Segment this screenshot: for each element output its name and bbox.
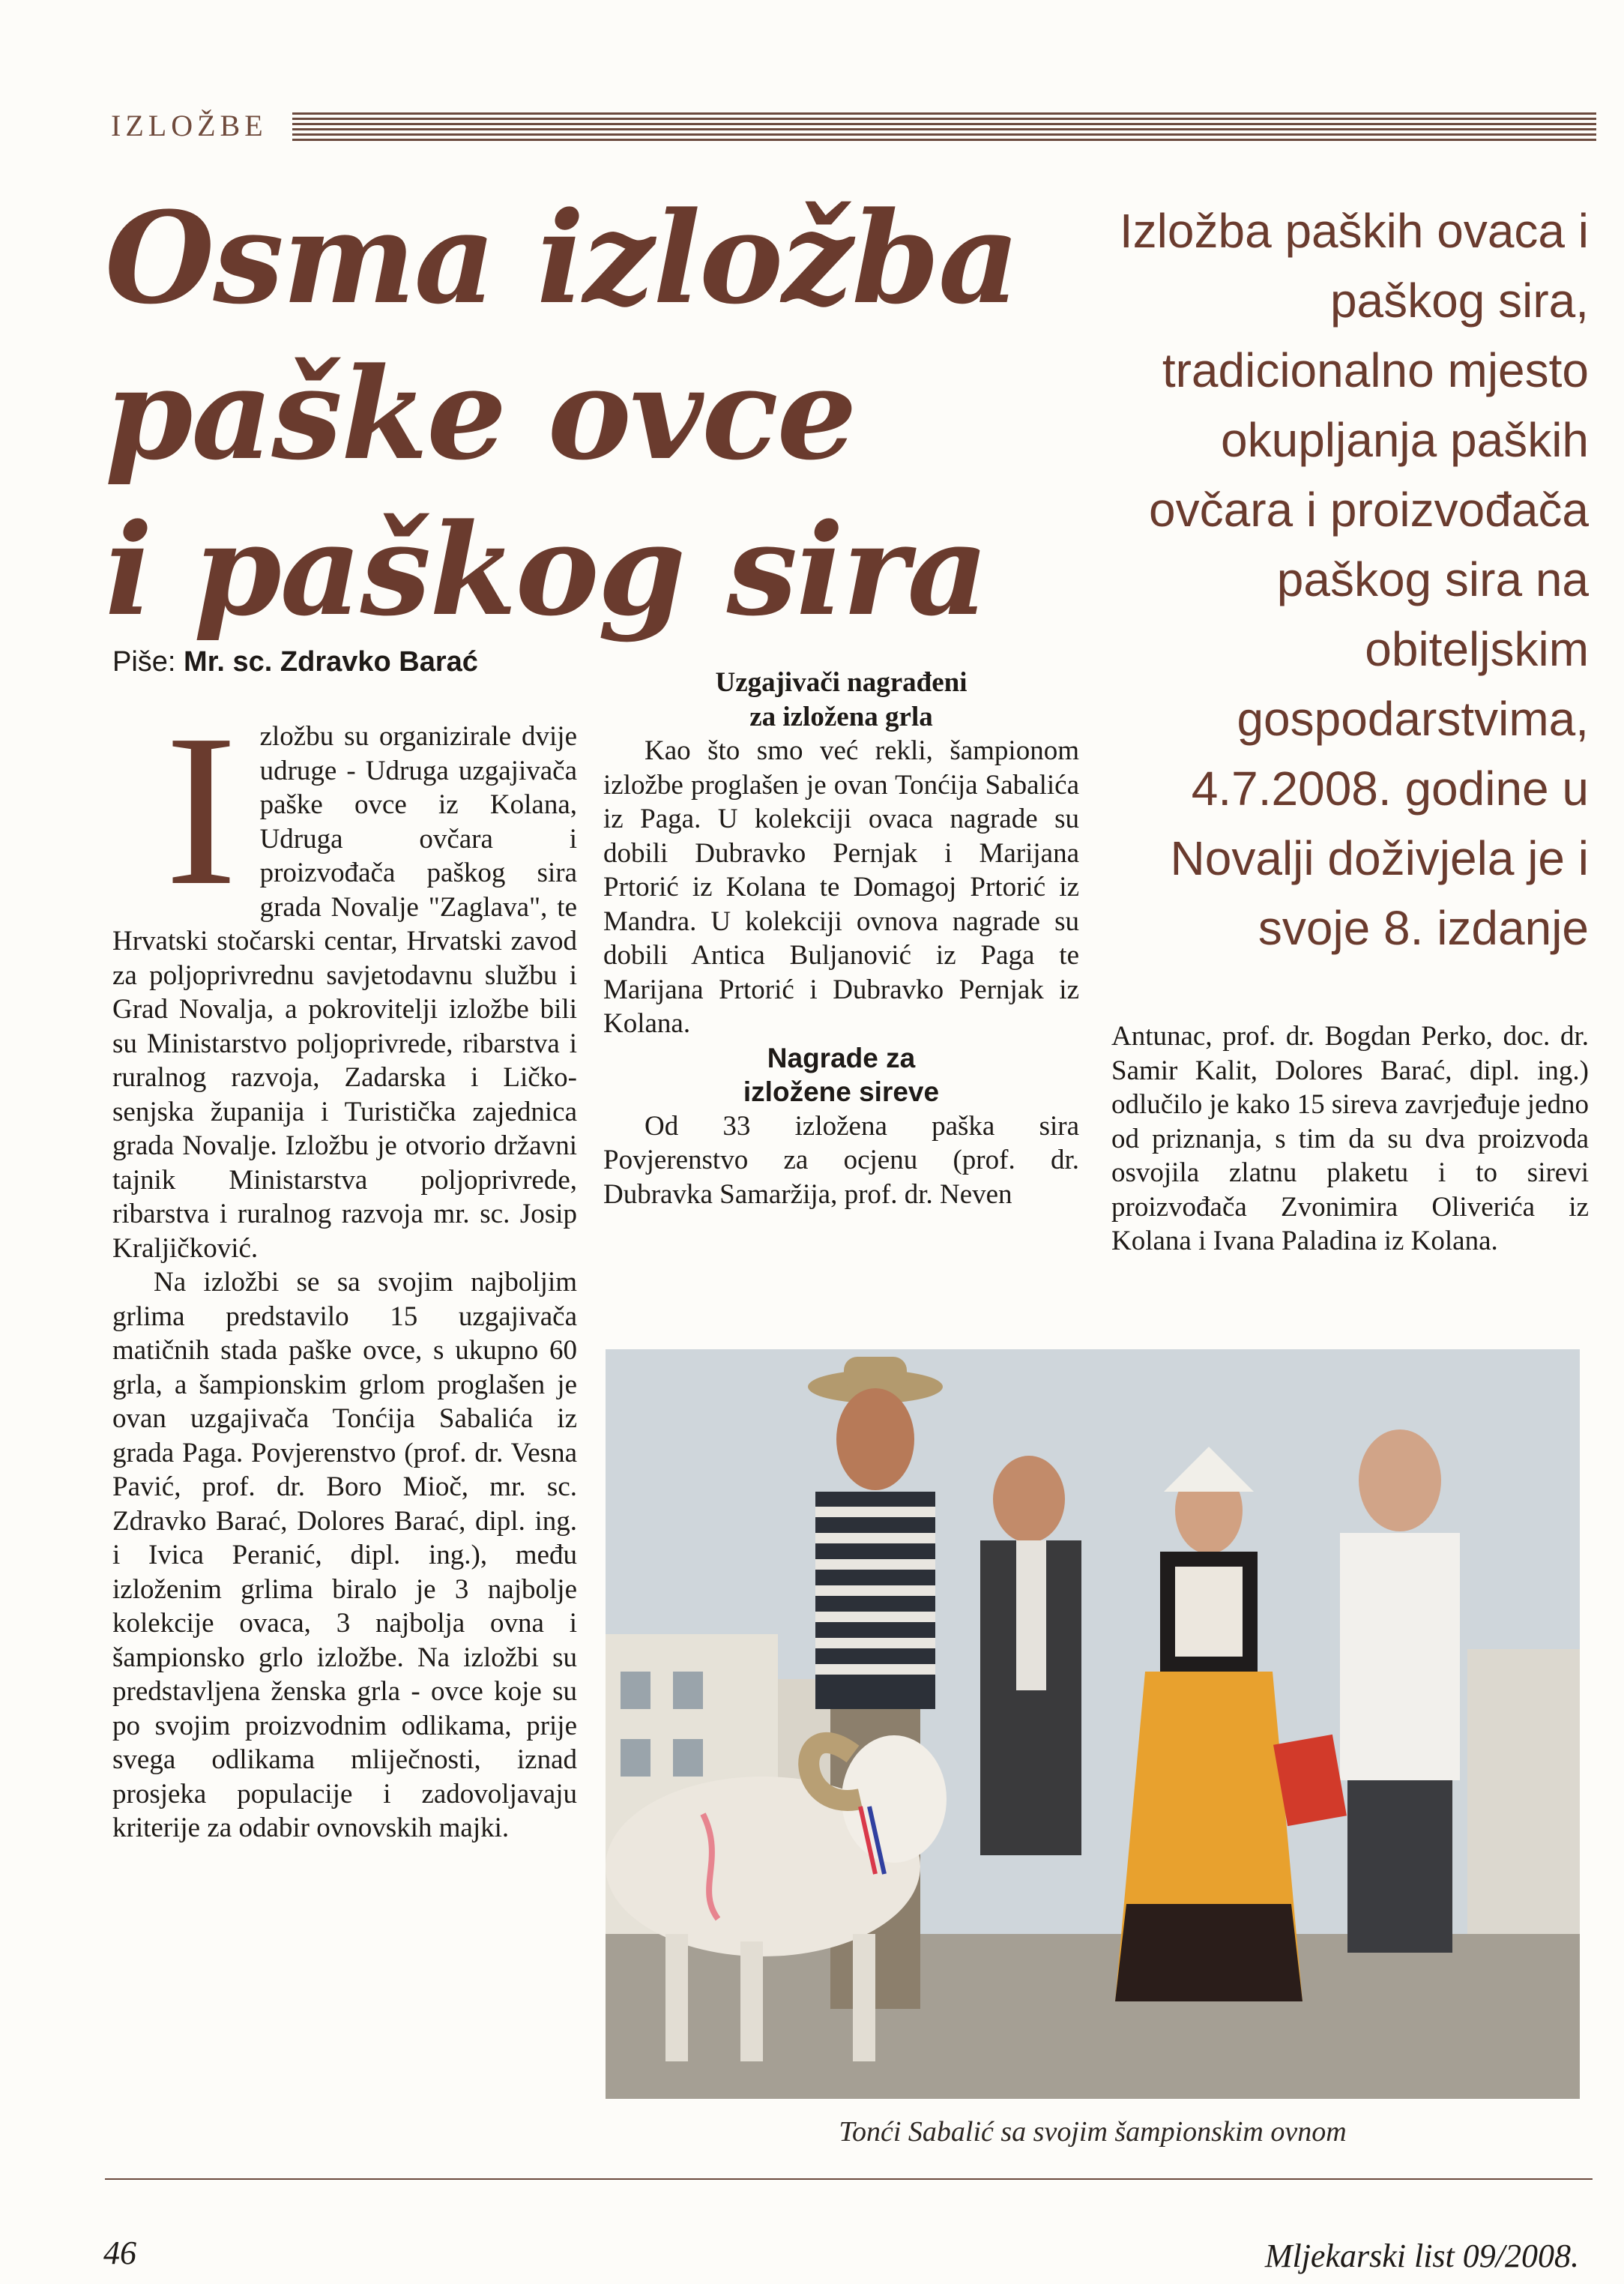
- paragraph-cheese-awards: Antunac, prof. dr. Bogdan Perko, doc. dr. Samir Kalit, Dolores Barać, dipl. ing.) odlučilo je kako 15 sireva zavrjeđuje jedno od priznanja, s tim da su dva proizvoda osvojila zlatnu plaketu i to sirevi proizvođača Zvonimira Oliverića iz Kolana i Ivana Paladina iz Kolana.: [1111, 1021, 1590, 1256]
- byline: [112, 646, 478, 678]
- title-line-2: paške ovce: [105, 340, 856, 488]
- paragraph-breeders: Kao što smo već rekli, šampionom izložbe proglašen je ovan Tonćija Sabalića iz Paga. U kolekciji ovaca nagrade su dobili Dubravko Pernjak i Marijana Prtorić iz Kolana te Domagoj Prtorić iz Mandra. U kolekciji ovnova nagrade su dobili Antica Buljanović iz Paga te Marijana Prtorić i Dubravko Pernjak iz Kolana.: [603, 735, 1079, 1039]
- title-line-1: Osma izložba: [105, 184, 1018, 332]
- magazine-issue: Mljekarski list 09/2008.: [1264, 2238, 1579, 2274]
- article-column-1: [112, 720, 577, 1845]
- drop-cap: I: [165, 720, 238, 930]
- article-photo: [606, 1349, 1580, 2099]
- pull-quote: Izložba paških ovaca i paškog sira, tradicionalno mjesto okupljanja paških ovčara i proizvođača paškog sira na obiteljskim gospodarstvima, 4.7.2008. godine u Novalji doživjela je i svoje 8. izdanje: [1119, 204, 1589, 955]
- page-number: 46: [103, 2235, 136, 2271]
- subheading-breeders: Uzgajivači nagrađeni za izložena grla: [715, 667, 968, 732]
- byline-prefix: Piše:: [112, 646, 184, 678]
- article-title: [105, 180, 1079, 648]
- article-column-2: [603, 666, 1079, 1211]
- photo-caption: Tonći Sabalić sa svojim šampionskim ovnom: [839, 2116, 1347, 2148]
- footer-divider: [105, 2178, 1593, 2180]
- paragraph-intro-text: zložbu su organizirale dvije udruge - Udruga uzgajivača paške ovce iz Kolana, Udruga ovčara i proizvođača paškog sira grada Novalje "Zaglava", te Hrvatski stočarski centar, Hrvatski zavod za poljoprivrednu savjetodavnu službu i Grad Novalja, a pokrovitelji izložbe bili su Ministarstvo poljoprivrede, ribarstva i ruralnog razvoja, Zadarska i Ličko-senjska županija i Turistička zajednica grada Novalje. Izložbu je otvorio državni tajnik Ministarstva poljoprivrede, ribarstva i ruralnog razvoja mr. sc. Josip Kraljičković.: [112, 721, 577, 1264]
- subheading-cheeses: Nagrade za izložene sireve: [743, 1042, 940, 1107]
- title-line-3: i paškog sira: [105, 495, 988, 644]
- byline-author: Mr. sc. Zdravko Barać: [184, 646, 478, 678]
- paragraph-intro: [112, 720, 577, 1265]
- paragraph-cheeses: Od 33 izložena paška sira Povjerenstvo za ocjenu (prof. dr. Dubravka Samaržija, prof. dr. Neven: [603, 1110, 1079, 1210]
- article-column-3: [1111, 1019, 1589, 1259]
- section-divider: [292, 112, 1596, 142]
- section-label: IZLOŽBE: [111, 109, 268, 142]
- paragraph-exhibitors: Na izložbi se sa svojim najboljim grlima predstavilo 15 uzgajivača matičnih stada paške ovce, s ukupno 60 grla, a šampionskim grlom proglašen je ovan uzgajivača Tonćija Sabalića iz grada Paga. Povjerenstvo (prof. dr. Vesna Pavić, prof. dr. Boro Mioč, mr. sc. Zdravko Barać, Dolores Barać, dipl. ing. i Ivica Peranić, dipl. ing.), među izloženim grlima biralo je 3 najbolje kolekcije ovaca, 3 najbolja ovna i šampionsko grlo izložbe. Na izložbi su predstavljena ženska grla - ovce koje su po svojim proizvodnim odlikama, prije svega odlikama mliječnosti, iznad prosjeka populacije i zadovoljavaju kriterije za odabir ovnovskih majki.: [112, 1267, 577, 1843]
- photo-illustration: [606, 1349, 1580, 2099]
